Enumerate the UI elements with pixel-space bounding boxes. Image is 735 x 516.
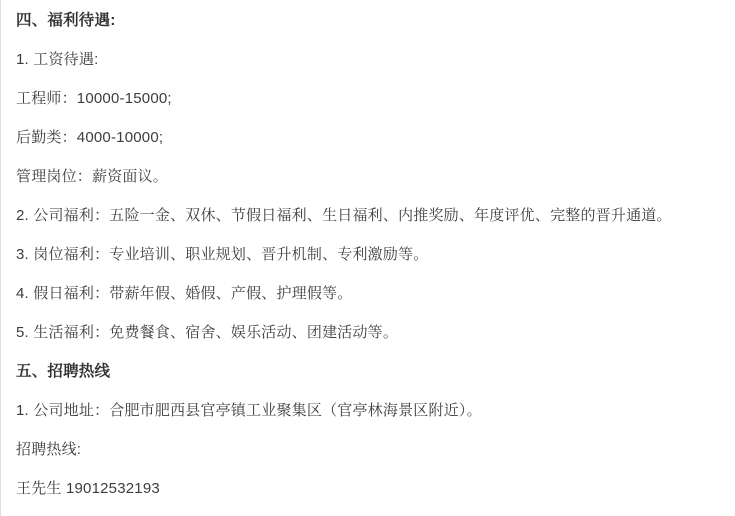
line-living-benefits: 5. 生活福利：免费餐食、宿舍、娱乐活动、团建活动等。: [16, 324, 399, 341]
job-posting-content: [1, 0, 735, 500]
line-salary-logistics: 后勤类：4000-10000;: [16, 129, 164, 146]
line-company-address: 1. 公司地址：合肥市肥西县官亭镇工业聚集区（官亭林海景区附近）。: [16, 402, 482, 419]
line-hotline-label: 招聘热线:: [16, 441, 82, 458]
line-position-benefits: 3. 岗位福利：专业培训、职业规划、晋升机制、专利激励等。: [16, 246, 429, 263]
section-heading-hotline: 五、招聘热线: [16, 363, 111, 380]
line-salary-intro: 1. 工资待遇:: [16, 51, 99, 68]
line-salary-engineer: 工程师：10000-15000;: [16, 90, 172, 107]
section-heading-benefits: 四、福利待遇:: [16, 12, 116, 29]
line-contact-phone: 王先生 19012532193: [16, 480, 160, 497]
line-company-benefits: 2. 公司福利：五险一金、双休、节假日福利、生日福利、内推奖励、年度评优、完整的晋升通道。: [16, 207, 672, 224]
line-salary-management: 管理岗位：薪资面议。: [16, 168, 169, 185]
line-holiday-benefits: 4. 假日福利：带薪年假、婚假、产假、护理假等。: [16, 285, 353, 302]
